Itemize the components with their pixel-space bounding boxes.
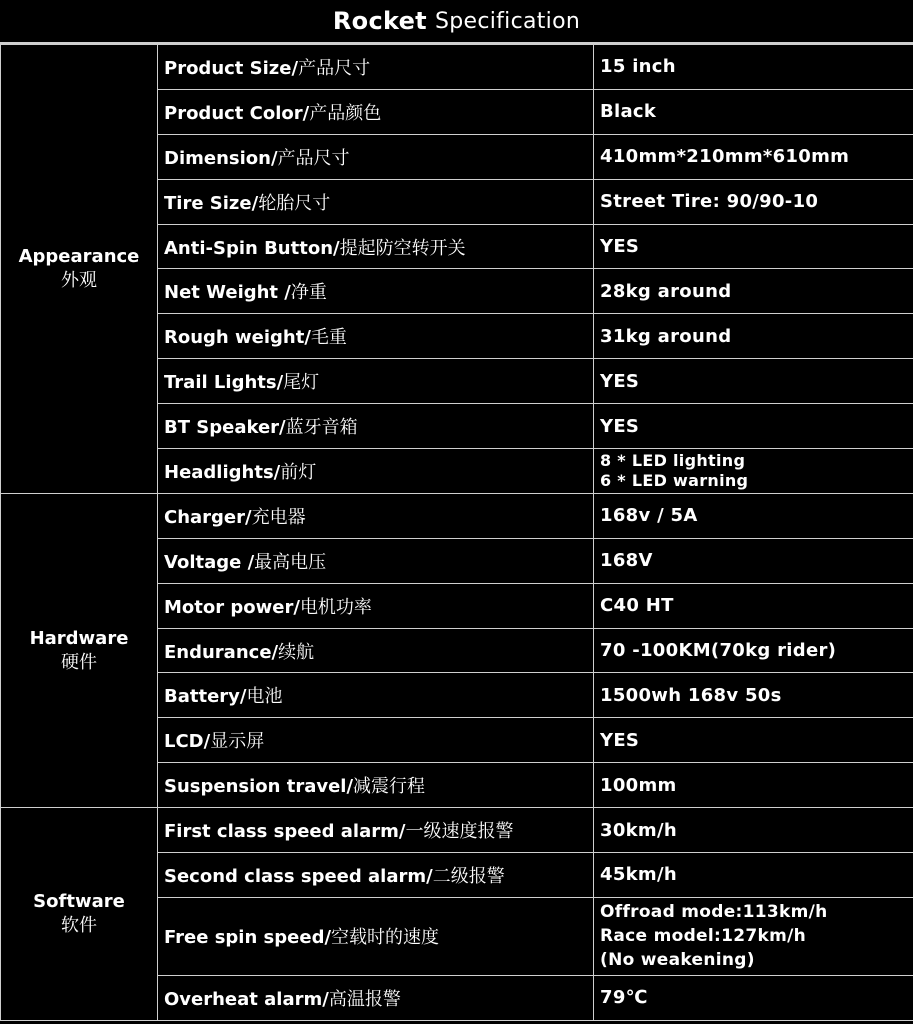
spec-value: 70 -100KM(70kg rider) (594, 628, 913, 673)
spec-label-zh: 毛重 (310, 327, 347, 349)
spec-label-zh: 显示屏 (210, 731, 265, 753)
spec-label-zh: 最高电压 (254, 551, 327, 573)
spec-value: 1500wh 168v 50s (594, 673, 913, 718)
spec-value: 30km/h (594, 808, 913, 853)
title-rest: Specification (434, 8, 581, 34)
spec-label-en: Second class speed alarm/ (164, 865, 433, 887)
spec-table (0, 44, 913, 1021)
spec-value: 168v / 5A (594, 493, 913, 538)
spec-label-zh: 电机功率 (299, 596, 372, 618)
spec-label-zh: 充电器 (251, 506, 306, 528)
spec-label-en: Dimension/ (164, 147, 278, 169)
spec-label-zh: 产品尺寸 (298, 57, 371, 79)
spec-value-line: Offroad mode:113km/h (600, 902, 828, 923)
spec-label-en: Suspension travel/ (164, 776, 354, 798)
spec-label-zh: 续航 (278, 641, 315, 663)
spec-label-zh: 一级速度报警 (405, 821, 514, 843)
spec-value: 31kg around (594, 314, 913, 359)
spec-label-en: Net Weight / (164, 282, 291, 304)
spec-label (158, 975, 594, 1020)
spec-label-en: Voltage / (164, 551, 255, 573)
spec-label-en: Product Size/ (164, 57, 299, 79)
spec-value: 79℃ (594, 975, 913, 1020)
spec-value: 100mm (594, 763, 913, 808)
spec-label-en: LCD/ (164, 731, 211, 753)
spec-label (158, 718, 594, 763)
spec-label-en: Rough weight/ (164, 327, 311, 349)
spec-label-zh: 蓝牙音箱 (285, 417, 358, 439)
section-name-en: Appearance (18, 245, 140, 267)
spec-value: Black (594, 89, 913, 134)
spec-value-line: (No weakening) (600, 950, 755, 971)
section-name-zh: 外观 (61, 269, 97, 291)
section-label-appearance (1, 45, 158, 494)
spec-label-en: Trail Lights/ (164, 372, 284, 394)
spec-label (158, 224, 594, 269)
spec-label (158, 628, 594, 673)
spec-label-en: Battery/ (164, 686, 247, 708)
spec-value: YES (594, 404, 913, 449)
spec-value: C40 HT (594, 583, 913, 628)
spec-label (158, 808, 594, 853)
spec-value: 168V (594, 538, 913, 583)
spec-value-line: 8 * LED lighting (600, 450, 746, 470)
section-name-en: Hardware (29, 627, 129, 649)
table-row (1, 493, 913, 538)
spec-label (158, 45, 594, 90)
spec-label (158, 134, 594, 179)
section-label-hardware (1, 493, 158, 807)
spec-label-en: Anti-Spin Button/ (164, 237, 340, 259)
table-row (1, 808, 913, 853)
spec-label-en: Charger/ (164, 506, 252, 528)
spec-value: 45km/h (594, 853, 913, 898)
spec-label (158, 449, 594, 494)
spec-label (158, 179, 594, 224)
spec-label (158, 314, 594, 359)
spec-label-en: BT Speaker/ (164, 417, 286, 439)
spec-value: 410mm*210mm*610mm (594, 134, 913, 179)
spec-value-line: 6 * LED warning (600, 470, 749, 490)
spec-label-zh: 产品颜色 (309, 102, 382, 124)
spec-value: Street Tire: 90/90-10 (594, 179, 913, 224)
spec-label-en: Endurance/ (164, 641, 279, 663)
section-name-en: Software (33, 890, 125, 912)
spec-label (158, 763, 594, 808)
spec-label (158, 538, 594, 583)
spec-label-zh: 净重 (290, 282, 327, 304)
spec-label-en: Free spin speed/ (164, 927, 332, 949)
spec-label (158, 583, 594, 628)
spec-label-en: Product Color/ (164, 102, 310, 124)
spec-label (158, 673, 594, 718)
spec-label-zh: 空载时的速度 (331, 927, 440, 949)
spec-value: YES (594, 224, 913, 269)
spec-label (158, 493, 594, 538)
spec-label (158, 897, 594, 975)
spec-label-zh: 产品尺寸 (277, 147, 350, 169)
spec-label (158, 89, 594, 134)
spec-label-en: First class speed alarm/ (164, 821, 406, 843)
spec-table-body (1, 45, 913, 1021)
spec-label-zh: 尾灯 (283, 372, 320, 394)
spec-value-line: Race model:127km/h (600, 926, 807, 947)
spec-label-zh: 提起防空转开关 (339, 237, 466, 259)
spec-label-zh: 电池 (246, 686, 283, 708)
spec-label (158, 359, 594, 404)
spec-label-zh: 前灯 (280, 461, 317, 483)
spec-label (158, 404, 594, 449)
spec-value: 15 inch (594, 45, 913, 90)
spec-label-zh: 二级报警 (432, 865, 505, 887)
spec-value (594, 897, 913, 975)
title-brand: Rocket (332, 7, 427, 35)
spec-value: 28kg around (594, 269, 913, 314)
spec-label-en: Motor power/ (164, 596, 300, 618)
table-row (1, 45, 913, 90)
spec-label-zh: 高温报警 (328, 988, 401, 1010)
spec-label-zh: 减震行程 (353, 776, 426, 798)
spec-label-zh: 轮胎尺寸 (258, 192, 331, 214)
spec-value: YES (594, 718, 913, 763)
spec-value: YES (594, 359, 913, 404)
spec-value (594, 449, 913, 494)
spec-label (158, 853, 594, 898)
spec-label (158, 269, 594, 314)
spec-label-en: Overheat alarm/ (164, 988, 329, 1010)
page-title (0, 0, 913, 44)
spec-label-en: Headlights/ (164, 461, 281, 483)
section-name-zh: 硬件 (61, 651, 97, 673)
section-name-zh: 软件 (61, 914, 97, 936)
spec-label-en: Tire Size/ (164, 192, 259, 214)
section-label-software (1, 808, 158, 1021)
